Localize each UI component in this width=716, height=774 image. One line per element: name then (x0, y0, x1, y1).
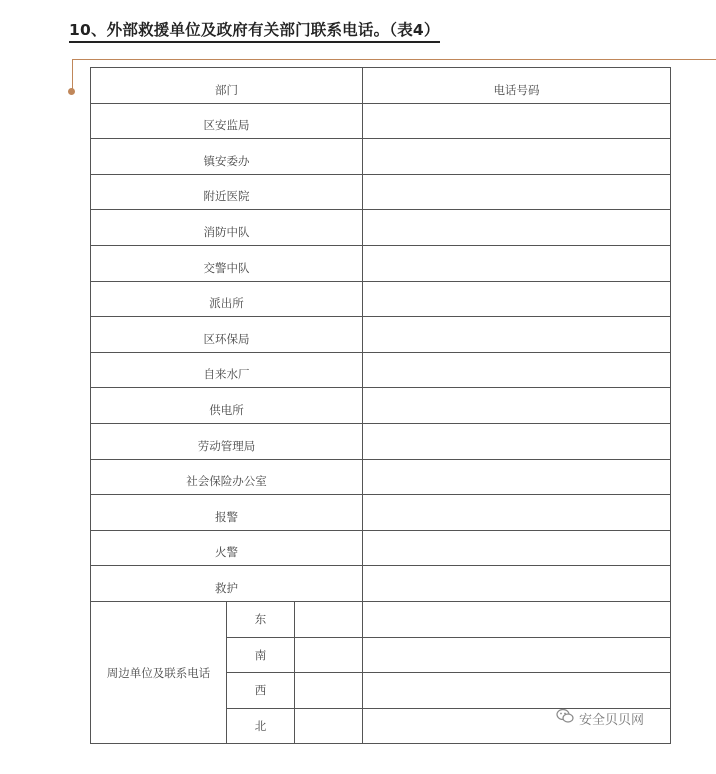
surrounding-label: 周边单位及联系电话 (91, 601, 227, 743)
wechat-icon (556, 708, 574, 728)
surrounding-row (91, 601, 671, 637)
phone-cell (363, 103, 671, 139)
phone-cell (363, 637, 671, 673)
phone-cell (363, 388, 671, 424)
department-cell: 派出所 (91, 281, 363, 317)
table-row (91, 530, 671, 566)
table-row (91, 317, 671, 353)
department-cell: 镇安委办 (91, 139, 363, 175)
direction-cell: 南 (227, 637, 295, 673)
table-row (91, 174, 671, 210)
header-phone: 电话号码 (363, 68, 671, 104)
contacts-table (90, 67, 671, 744)
phone-cell (363, 210, 671, 246)
table-row (91, 423, 671, 459)
direction-cell: 西 (227, 673, 295, 709)
phone-cell (363, 566, 671, 602)
unit-cell (295, 637, 363, 673)
table-row (91, 281, 671, 317)
department-cell: 救护 (91, 566, 363, 602)
department-cell: 消防中队 (91, 210, 363, 246)
phone-cell (363, 317, 671, 353)
department-cell: 自来水厂 (91, 352, 363, 388)
phone-cell (363, 352, 671, 388)
table-row (91, 139, 671, 175)
phone-cell (363, 423, 671, 459)
table-row (91, 245, 671, 281)
header-department: 部门 (91, 68, 363, 104)
table-header-row (91, 68, 671, 104)
table-row (91, 459, 671, 495)
phone-cell (363, 530, 671, 566)
phone-cell (363, 495, 671, 531)
phone-cell (363, 459, 671, 495)
decorative-line-vertical (72, 59, 73, 92)
department-cell: 交警中队 (91, 245, 363, 281)
department-cell: 区安监局 (91, 103, 363, 139)
phone-cell (363, 673, 671, 709)
table-row (91, 352, 671, 388)
department-cell: 劳动管理局 (91, 423, 363, 459)
watermark-text: 安全贝贝网 (579, 712, 645, 728)
department-cell: 社会保险办公室 (91, 459, 363, 495)
decorative-dot (68, 88, 75, 95)
phone-cell (363, 245, 671, 281)
phone-cell (363, 601, 671, 637)
unit-cell (295, 673, 363, 709)
table-row (91, 495, 671, 531)
department-cell: 火警 (91, 530, 363, 566)
unit-cell (295, 708, 363, 744)
table-row (91, 210, 671, 246)
watermark (556, 708, 644, 728)
department-cell: 供电所 (91, 388, 363, 424)
department-cell: 附近医院 (91, 174, 363, 210)
unit-cell (295, 601, 363, 637)
department-cell: 报警 (91, 495, 363, 531)
phone-cell (363, 281, 671, 317)
decorative-line (72, 59, 716, 60)
direction-cell: 东 (227, 601, 295, 637)
section-heading: 10、外部救援单位及政府有关部门联系电话。（表4） (69, 18, 440, 43)
table-row (91, 103, 671, 139)
department-cell: 区环保局 (91, 317, 363, 353)
direction-cell: 北 (227, 708, 295, 744)
table-row (91, 566, 671, 602)
table-row (91, 388, 671, 424)
phone-cell (363, 174, 671, 210)
phone-cell (363, 139, 671, 175)
